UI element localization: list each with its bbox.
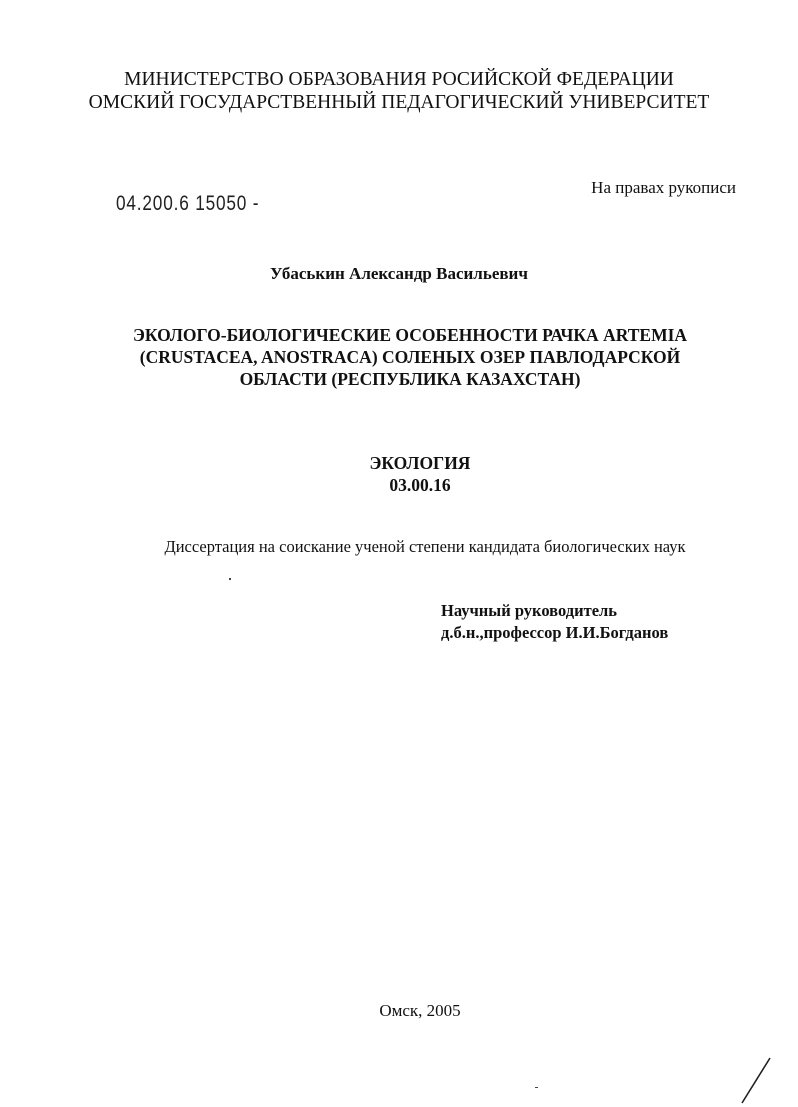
supervisor-name: д.б.н.,профессор И.И.Богданов (441, 623, 669, 642)
degree-statement: Диссертация на соискание ученой степени кандидата биологических наук (164, 537, 686, 556)
ministry-header (0, 68, 798, 114)
specialty-block (0, 452, 798, 496)
title-line-2: (CRUSTACEA, ANOSTRACA) СОЛЕНЫХ ОЗЕР ПАВЛОДАРСКОЙ (139, 347, 681, 367)
supervisor-label: Научный руководитель (441, 601, 617, 620)
scan-speck (229, 578, 231, 580)
ministry-line-1: МИНИСТЕРСТВО ОБРАЗОВАНИЯ РОСИЙСКОЙ ФЕДЕРАЦИИ (124, 69, 674, 90)
scan-speck-bottom (535, 1087, 538, 1088)
dissertation-title (110, 324, 710, 390)
author-name: Убаськин Александр Васильевич (270, 264, 528, 283)
library-stamp-number: 04.200.6 15050 - (116, 192, 260, 215)
title-line-1: ЭКОЛОГО-БИОЛОГИЧЕСКИЕ ОСОБЕННОСТИ РАЧКА ARTEMIA (132, 325, 688, 345)
supervisor-block (441, 600, 668, 644)
university-line: ОМСКИЙ ГОСУДАРСТВЕННЫЙ ПЕДАГОГИЧЕСКИЙ УНИВЕРСИТЕТ (88, 92, 710, 113)
specialty-name: ЭКОЛОГИЯ (369, 453, 471, 473)
title-line-3: ОБЛАСТИ (РЕСПУБЛИКА КАЗАХСТАН) (239, 369, 581, 389)
manuscript-note: На правах рукописи (591, 178, 736, 197)
city-year: Омск, 2005 (379, 1001, 461, 1020)
pen-slash-mark (736, 1056, 776, 1106)
specialty-code: 03.00.16 (389, 475, 451, 495)
